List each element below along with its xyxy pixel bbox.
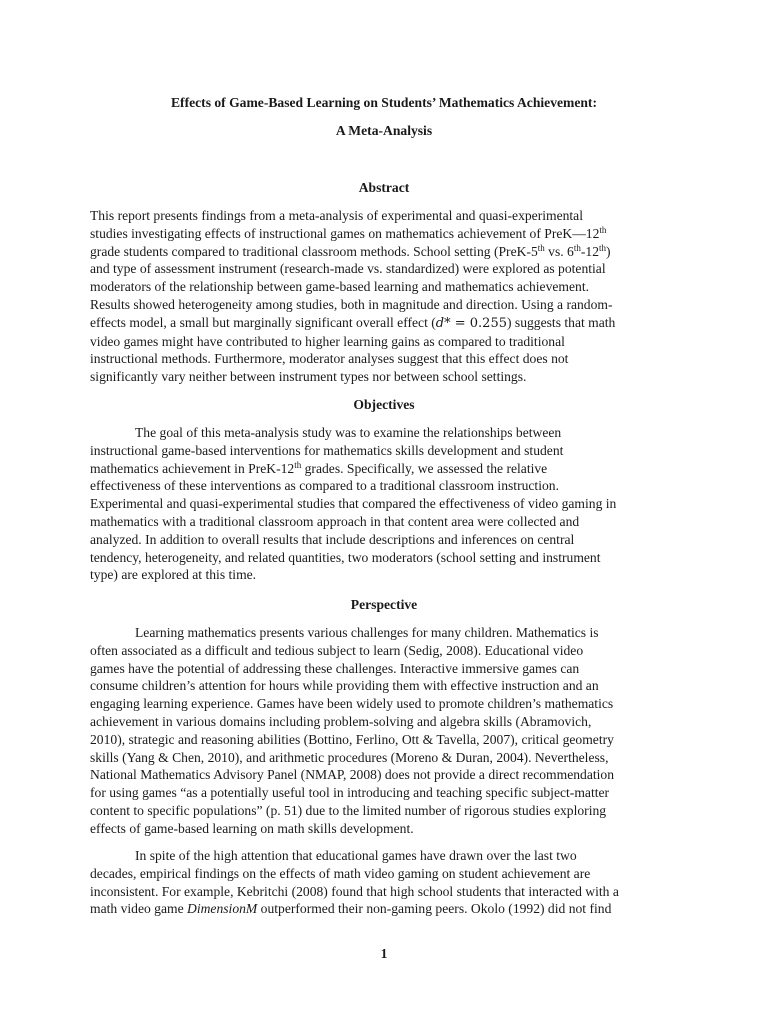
text-line: In spite of the high attention that educational games have drawn over the last two [135,848,577,863]
text-line: instructional methods. Furthermore, moderator analyses suggest that this effect does not [90,351,569,367]
text-line: National Mathematics Advisory Panel (NMAP, 2008) does not provide a direct recommendation [90,767,615,783]
text-line: tendency, heterogeneity, and related quantities, two moderators (school setting and instrument [90,549,601,565]
text-line: effects of game-based learning on math skills development. [90,820,414,836]
abstract-heading: Abstract [358,180,410,195]
text-line: Learning mathematics presents various challenges for many children. Mathematics is [135,625,599,640]
text-line: decades, empirical findings on the effects of math video gaming on student achievement are [90,865,591,881]
text-line: inconsistent. For example, Kebritchi (2008) found that high school students that interacted with a [90,883,619,899]
text-line: effectiveness of these interventions as compared to a traditional classroom instruction. [90,478,559,494]
text-line: often associated as a difficult and tedious subject to learn (Sedig, 2008). Educational video [90,642,584,658]
text-line: video games might have contributed to higher learning gains as compared to traditional [90,333,565,349]
text-line: moderators of the relationship between game-based learning and mathematics achievement. [90,279,589,295]
perspective-paragraph-2 [90,847,710,918]
effect-size-symbol: d* [435,315,451,331]
text-line: Results showed heterogeneity among studies, both in magnitude and direction. Using a random- [90,296,613,312]
text-line: engaging learning experience. Games have been widely used to promote children’s mathematics [90,696,614,712]
text-line: content to specific populations” (p. 51) due to the limited number of rigorous studies exploring [90,802,607,818]
game-title: DimensionM [187,901,258,917]
text-line: skills (Yang & Chen, 2010), and arithmetic procedures (Moreno & Duran, 2004). Nevertheless, [90,749,609,765]
effect-size-value: = 0.255 [450,315,507,331]
text-line: type) are explored at this time. [90,567,257,583]
page-number: 1 [380,946,388,961]
text-line: The goal of this meta-analysis study was to examine the relationships between [135,425,562,440]
text-line: instructional game-based interventions for mathematics skills development and student [90,442,564,458]
text-line: significantly vary neither between instrument types nor between school settings. [90,369,527,385]
text-line: achievement in various domains including problem-solving and algebra skills (Abramovich, [90,713,592,729]
text-line: mathematics with a traditional classroom approach in that content area were collected and [90,513,580,529]
text-line: math video game DimensionM outperformed their non-gaming peers. Okolo (1992) did not find [90,901,612,917]
text-line: consume children’s attention for hours while providing them with effective instruction and an [90,678,599,694]
text-line: mathematics achievement in PreK-12th grades. Specifically, we assessed the relative [90,459,548,476]
text-line: effects model, a small but marginally significant overall effect (d* = 0.255) suggests that math [90,314,616,331]
objectives-paragraph [90,424,710,584]
perspective-paragraph-1 [90,624,710,838]
text-line: and type of assessment instrument (research-made vs. standardized) were explored as potential [90,261,606,277]
text-line: for using games “as a potentially useful tool in introducing and teaching specific subject-matter [90,785,610,801]
text-line: grade students compared to traditional classroom methods. School setting (PreK-5th vs. 6th-12th) [90,242,611,259]
objectives-heading: Objectives [353,397,415,412]
perspective-heading: Perspective [350,597,418,612]
paper-title-line-2: A Meta-Analysis [335,123,433,138]
abstract-paragraph [90,207,710,386]
text-line: 2010), strategic and reasoning abilities (Bottino, Ferlino, Ott & Tavella, 2007), critical geometry [90,731,614,747]
text-line: Experimental and quasi-experimental studies that compared the effectiveness of video gaming in [90,496,617,512]
paper-title-line-1: Effects of Game-Based Learning on Students’ Mathematics Achievement: [170,95,597,110]
text-line: This report presents findings from a meta-analysis of experimental and quasi-experimental [90,208,583,223]
text-line: analyzed. In addition to overall results that include descriptions and inferences on central [90,531,575,547]
text-line: studies investigating effects of instructional games on mathematics achievement of PreK—12th [90,224,607,241]
text-line: games have the potential of addressing these challenges. Interactive immersive games can [90,660,580,676]
